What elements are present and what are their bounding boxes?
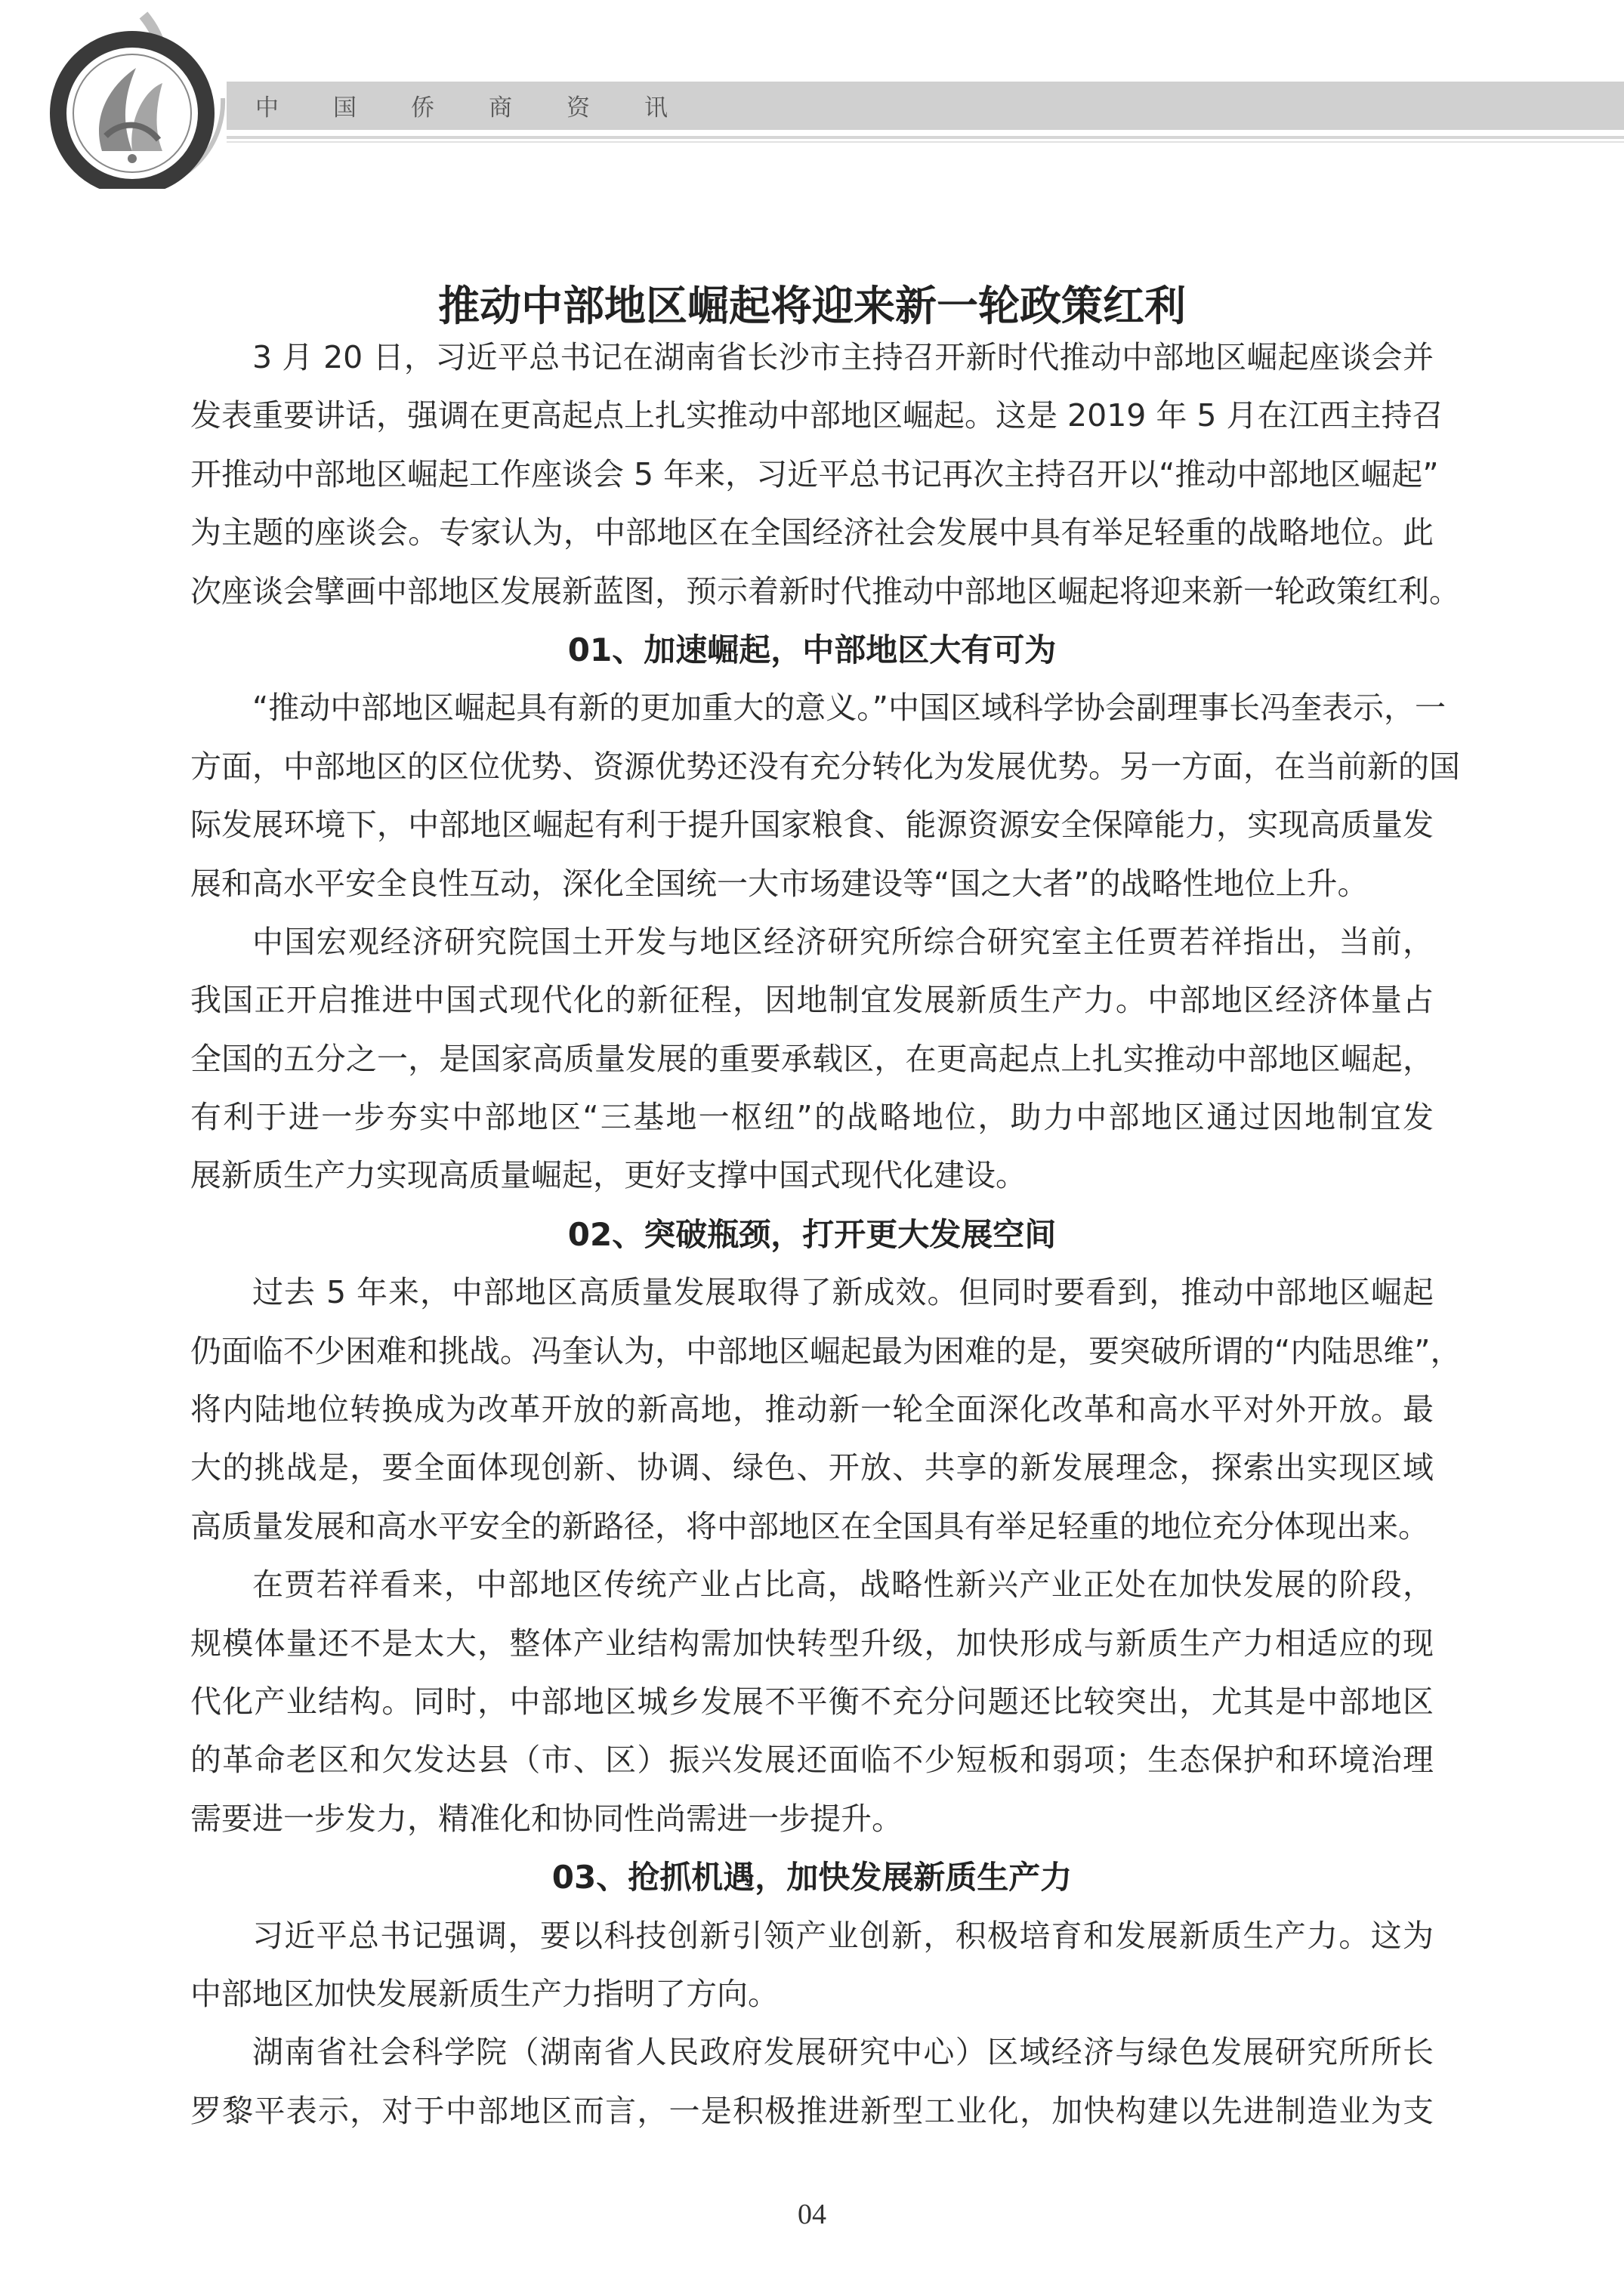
paragraph-line: 仍面临不少困难和挑战。冯奎认为，中部地区崛起最为困难的是，要突破所谓的“内陆思维”， — [190, 1332, 1462, 1369]
publication-char: 讯 — [644, 94, 668, 122]
paragraph-line: 过去 5 年来，中部地区高质量发展取得了新成效。但同时要看到，推动中部地区崛起 — [252, 1274, 1434, 1311]
paragraph-line: 规模体量还不是太大，整体产业结构需加快转型升级，加快形成与新质生产力相适应的现 — [190, 1625, 1434, 1662]
paragraph — [190, 1907, 1434, 2024]
section-heading: 03、抢抓机遇，加快发展新质生产力 — [551, 1859, 1073, 1896]
paragraph-line: 发表重要讲话，强调在更高起点上扎实推动中部地区崛起。这是 2019 年 5 月在江西主持召 — [190, 397, 1443, 434]
logo-emblem — [30, 8, 242, 189]
paragraph — [190, 1264, 1462, 1556]
paragraph-line: 展和高水平安全良性互动，深化全国统一大市场建设等“国之大者”的战略性地位上升。 — [190, 865, 1369, 902]
paragraph-line: “推动中部地区崛起具有新的更加重大的意义。”中国区域科学协会副理事长冯奎表示，一 — [252, 690, 1446, 727]
paragraph-line: 高质量发展和高水平安全的新路径，将中部地区在全国具有举足轻重的地位充分体现出来。 — [190, 1508, 1429, 1545]
section-heading: 02、突破瓶颈，打开更大发展空间 — [567, 1215, 1057, 1253]
paragraph-line: 我国正开启推进中国式现代化的新征程，因地制宜发展新质生产力。中部地区经济体量占 — [190, 982, 1434, 1019]
paragraph-line: 的革命老区和欠发达县（市、区）振兴发展还面临不少短板和弱项；生态保护和环境治理 — [190, 1742, 1434, 1779]
paragraph-line: 际发展环境下，中部地区崛起有利于提升国家粮食、能源资源安全保障能力，实现高质量发 — [190, 807, 1434, 844]
paragraph-line: 需要进一步发力，精准化和协同性尚需进一步提升。 — [190, 1800, 903, 1837]
paragraph-line: 方面，中部地区的区位优势、资源优势还没有充分转化为发展优势。另一方面，在当前新的国 — [190, 748, 1460, 785]
paragraph — [190, 679, 1460, 913]
publication-name — [255, 91, 722, 125]
section-heading: 01、加速崛起，中部地区大有可为 — [567, 631, 1057, 668]
page-number: 04 — [798, 2199, 826, 2230]
paragraph-line: 大的挑战是，要全面体现创新、协调、绿色、开放、共享的新发展理念，探索出实现区域 — [190, 1449, 1434, 1486]
paragraph — [190, 329, 1460, 621]
paragraph — [190, 2023, 1434, 2140]
paragraph-line: 为主题的座谈会。专家认为，中部地区在全国经济社会发展中具有举足轻重的战略地位。此 — [190, 514, 1434, 551]
paragraph-line: 湖南省社会科学院（湖南省人民政府发展研究中心）区域经济与绿色发展研究所所长 — [252, 2034, 1434, 2071]
publication-char: 商 — [489, 94, 512, 122]
publication-char: 侨 — [411, 94, 434, 122]
paragraph — [190, 1556, 1434, 1848]
paragraph-line: 罗黎平表示，对于中部地区而言，一是积极推进新型工业化，加快构建以先进制造业为支 — [190, 2092, 1434, 2129]
paragraph-line: 将内陆地位转换成为改革开放的新高地，推动新一轮全面深化改革和高水平对外开放。最 — [190, 1391, 1434, 1428]
paragraph-line: 全国的五分之一，是国家高质量发展的重要承载区，在更高起点上扎实推动中部地区崛起， — [190, 1040, 1434, 1077]
header-divider — [227, 141, 1624, 143]
header-divider — [227, 136, 1624, 139]
paragraph-line: 展新质生产力实现高质量崛起，更好支撑中国式现代化建设。 — [190, 1157, 1027, 1194]
article-body — [190, 329, 1462, 2140]
article-title: 推动中部地区崛起将迎来新一轮政策红利 — [437, 281, 1186, 330]
publication-char: 资 — [567, 94, 590, 122]
paragraph-line: 中国宏观经济研究院国土开发与地区经济研究所综合研究室主任贾若祥指出，当前， — [252, 923, 1434, 960]
paragraph-line: 在贾若祥看来，中部地区传统产业占比高，战略性新兴产业正处在加快发展的阶段， — [252, 1566, 1434, 1603]
paragraph — [190, 913, 1434, 1205]
paragraph-line: 开推动中部地区崛起工作座谈会 5 年来，习近平总书记再次主持召开以“推动中部地区崛起” — [190, 455, 1439, 492]
paragraph-line: 代化产业结构。同时，中部地区城乡发展不平衡不充分问题还比较突出，尤其是中部地区 — [190, 1683, 1434, 1720]
paragraph-line: 习近平总书记强调，要以科技创新引领产业创新，积极培育和发展新质生产力。这为 — [252, 1917, 1434, 1954]
paragraph-line: 次座谈会擘画中部地区发展新蓝图，预示着新时代推动中部地区崛起将迎来新一轮政策红利。 — [190, 572, 1460, 610]
paragraph-line: 3 月 20 日，习近平总书记在湖南省长沙市主持召开新时代推动中部地区崛起座谈会并 — [252, 339, 1434, 375]
publication-char: 中 — [255, 94, 279, 122]
paragraph-line: 中部地区加快发展新质生产力指明了方向。 — [190, 1975, 779, 2012]
publication-char: 国 — [333, 94, 357, 122]
paragraph-line: 有利于进一步夯实中部地区“三基地一枢纽”的战略地位，助力中部地区通过因地制宜发 — [190, 1099, 1434, 1136]
